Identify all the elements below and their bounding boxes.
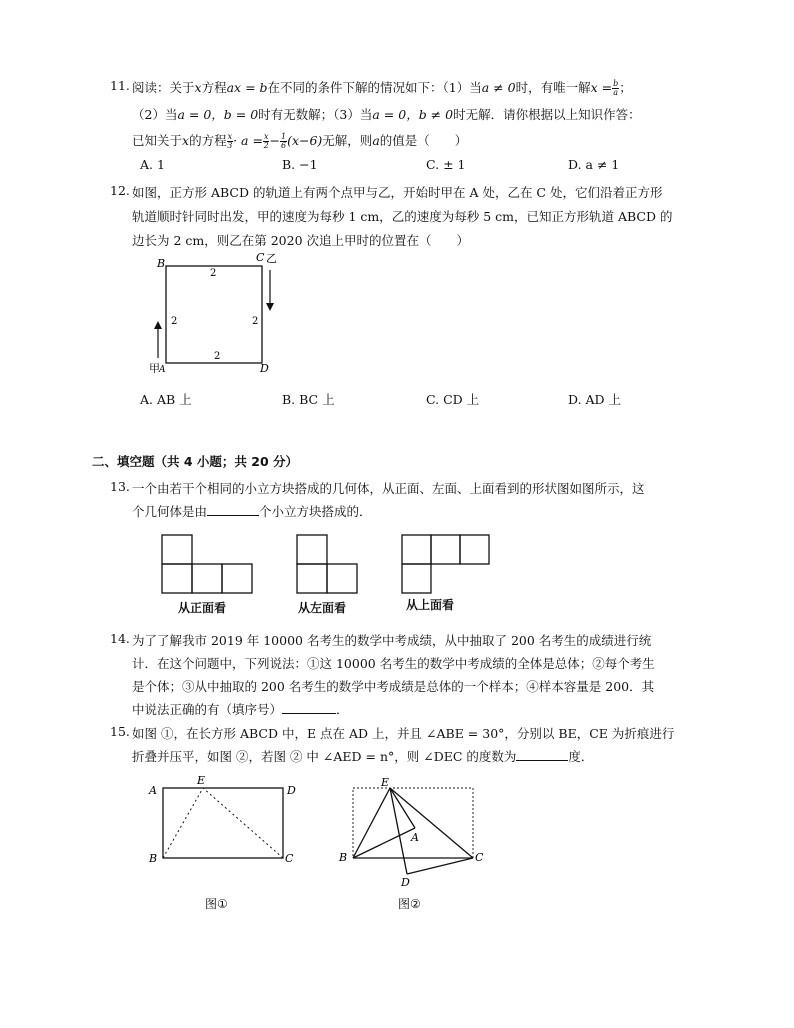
q13-line1: 一个由若干个相同的小立方块搭成的几何体，从正面、左面、上面看到的形状图如图所示，这 [132, 481, 645, 496]
q15-fig1-label-c: C [285, 852, 294, 864]
q12-label-b: B [157, 257, 166, 270]
q15-figure-2 [335, 770, 495, 890]
q12-label-c: C [256, 251, 265, 264]
q12-option-a: A. AB 上 [140, 392, 192, 407]
q14-line4: 中说法正确的有（填序号） ． [132, 702, 349, 717]
q14-line2: 计．在这个问题中，下列说法：①这 10000 名考生的数学中考成绩的全体是总体；②每个考生 [132, 656, 655, 671]
q13-answer-blank[interactable] [207, 515, 259, 516]
q13-top-view [400, 533, 492, 595]
q15-fig2-label-e: E [381, 776, 390, 789]
q13-number: 13. [110, 479, 130, 494]
q12-line2: 轨道顺时针同时出发，甲的速度为每秒 1 cm，乙的速度为每秒 5 cm，已知正方形轨道 ABCD 的 [132, 209, 673, 224]
q15-figure-1 [145, 772, 305, 864]
q15-fig2-label-b: B [339, 851, 348, 864]
q12-label-jia: 甲 [149, 362, 160, 375]
q12-arrow-down-head [266, 303, 274, 311]
q12-side-right: 2 [252, 316, 259, 327]
q14-number: 14. [110, 631, 130, 646]
q15-fig1-label-e: E [197, 774, 206, 787]
q11-option-b: B. −1 [282, 157, 318, 172]
q11-option-a: A. 1 [140, 157, 165, 172]
q14-answer-blank[interactable] [282, 713, 336, 714]
q15-fig2-label-c: C [475, 851, 484, 864]
q15-fig2-edge-ab [353, 828, 415, 858]
q13-front-view [160, 533, 255, 595]
q12-square [166, 266, 262, 363]
q13-left-view [295, 533, 360, 595]
q15-fig2-caption: 图② [398, 897, 421, 911]
q12-label-d: D [260, 362, 269, 375]
q15-fig2-label-a: A [411, 831, 419, 844]
q11-option-d: D. a ≠ 1 [568, 157, 620, 172]
q12-option-b: B. BC 上 [282, 392, 335, 407]
q13-line2: 个几何体是由 个小立方块搭成的． [132, 504, 372, 519]
q15-line1: 如图 ①，在长方形 ABCD 中，E 点在 AD 上，并且 ∠ABE = 30°，分别以 BE，CE 为折痕进行 [132, 726, 675, 741]
q12-number: 12. [110, 183, 130, 198]
q13-caption-left: 从左面看 [298, 601, 347, 615]
q15-fig1-caption: 图① [205, 897, 228, 911]
q11-number: 11. [110, 78, 130, 93]
q15-number: 15. [110, 724, 130, 739]
q14-line1: 为了了解我市 2019 年 10000 名考生的数学中考成绩，从中抽取了 200 名考生的成绩进行统 [132, 633, 652, 648]
q15-fig1-rectangle [163, 788, 283, 858]
q11-option-c: C. ± 1 [426, 157, 466, 172]
q12-option-c: C. CD 上 [426, 392, 480, 407]
q15-line2: 折叠并压平，如图 ②，若图 ② 中 ∠AED = n°，则 ∠DEC 的度数为 度． [132, 749, 594, 764]
q15-fig1-fold-ce [203, 788, 283, 858]
q15-fig1-label-d: D [287, 784, 296, 797]
q15-fig1-label-b: B [149, 852, 158, 864]
q11-line2: （2）当a = 0，b = 0时有无数解；（3）当a = 0，b ≠ 0时无解．请你根据以上知识作答： [132, 107, 641, 122]
q11-frac-x3: $\frac{x}{3}$ [227, 132, 233, 150]
q11-solution-fraction: $\frac{b}{a}$ [613, 79, 619, 97]
q12-label-yi: 乙 [266, 252, 277, 265]
q15-fig1-label-a: A [149, 784, 157, 797]
q15-fig1-fold-be [163, 788, 203, 858]
q12-line3: 边长为 2 cm，则乙在第 2020 次追上甲时的位置在（ ） [132, 233, 470, 248]
q12-side-bottom: 2 [214, 351, 221, 362]
q11-frac-x2: $\frac{x}{2}$ [263, 132, 269, 150]
q11-line1: 阅读：关于x方程ax = b在不同的条件下解的情况如下：（1）当a ≠ 0时，有唯一解x = $\frac{b}{a}$ ； [132, 79, 632, 97]
q13-caption-front: 从正面看 [178, 601, 227, 615]
q12-arrow-up-head [154, 321, 162, 329]
q15-fig2-label-d: D [401, 876, 410, 889]
q12-label-a: A [159, 365, 166, 375]
q15-fig2-edge-ce [390, 788, 473, 858]
q15-fig2-edge-dc [407, 858, 473, 874]
q15-answer-blank[interactable] [516, 760, 568, 761]
q15-fig2-edge-be [353, 788, 390, 858]
q12-square-figure [140, 248, 290, 378]
q11-line3: 已知关于x的方程 $\frac{x}{3}$ · a = $\frac{x}{2}$ − $\frac{1}{6}$ (x−6)无解，则a的值是（ ） [132, 132, 468, 150]
q12-side-top: 2 [210, 268, 217, 279]
q13-caption-top: 从上面看 [406, 598, 455, 612]
q12-option-d: D. AD 上 [568, 392, 622, 407]
q12-line1: 如图，正方形 ABCD 的轨道上有两个点甲与乙，开始时甲在 A 处，乙在 C 处，它们沿着正方形 [132, 185, 663, 200]
section2-title: 二、填空题（共 4 小题；共 20 分） [92, 454, 299, 469]
q14-line3: 是个体；③从中抽取的 200 名考生的数学中考成绩是总体的一个样本；④样本容量是 200．其 [132, 679, 655, 694]
q12-side-left: 2 [171, 316, 178, 327]
q11-frac-16: $\frac{1}{6}$ [280, 132, 287, 150]
